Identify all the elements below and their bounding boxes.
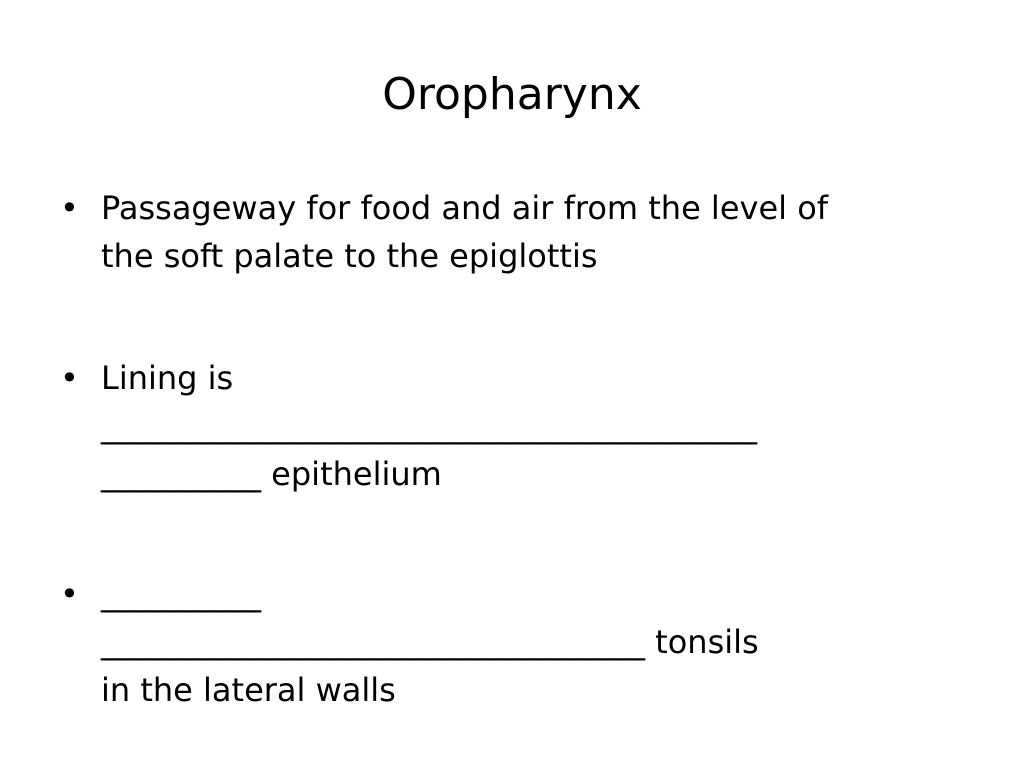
bullet-text bbox=[101, 570, 951, 714]
fill-in-blank-line: __________ bbox=[101, 575, 261, 613]
fill-in-blank-line: _________________________________________ bbox=[101, 407, 757, 445]
bullet-text bbox=[101, 354, 951, 498]
bullet-text-line: __________________________________ tonsils bbox=[101, 623, 759, 661]
bullet-text-line: Passageway for food and air from the level of bbox=[101, 189, 829, 227]
bullet-text-line: __________ epithelium bbox=[101, 455, 442, 493]
bullet-marker: • bbox=[60, 189, 79, 227]
bullet-text-line: Lining is bbox=[101, 359, 234, 397]
bullet-text-line: in the lateral walls bbox=[101, 671, 396, 709]
bullet-marker: • bbox=[60, 359, 79, 397]
bullet-marker: • bbox=[60, 575, 79, 613]
bullet-text bbox=[101, 184, 951, 280]
slide-title: Oropharynx bbox=[382, 69, 642, 120]
bullet-text-line: the soft palate to the epiglottis bbox=[101, 237, 598, 275]
